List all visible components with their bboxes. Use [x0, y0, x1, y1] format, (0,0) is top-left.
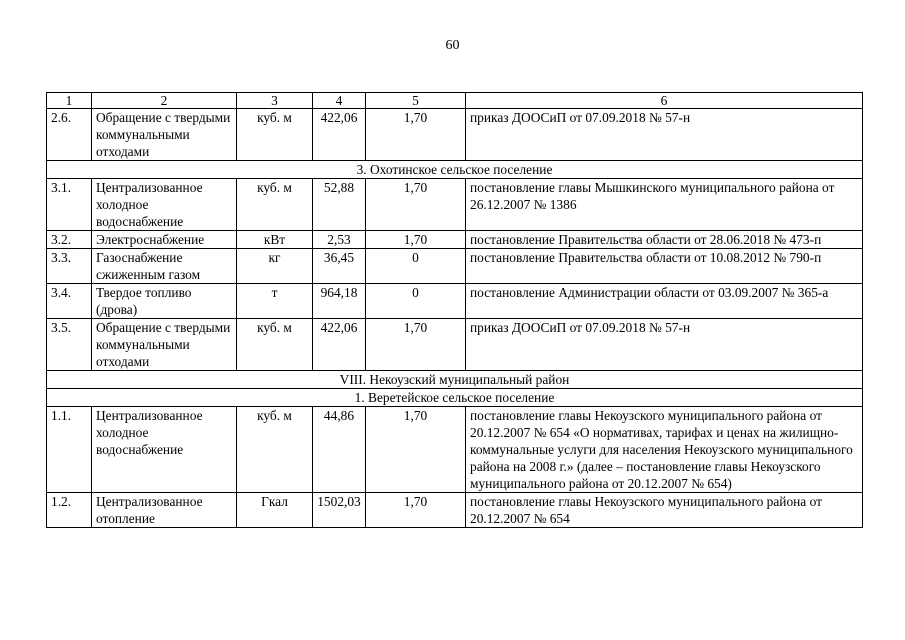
section-heading-row: [47, 161, 863, 179]
column-header: 5: [366, 93, 466, 109]
service-name-cell: Твердое топливо (дрова): [92, 284, 237, 319]
legal-source-cell: постановление Администрации области от 03.09.2007 № 365-а: [466, 284, 863, 319]
row-number-cell: 3.5.: [47, 319, 92, 371]
coefficient-cell: 1,70: [366, 407, 466, 493]
unit-cell: куб. м: [237, 407, 313, 493]
section-heading: 1. Веретейское сельское поселение: [47, 389, 863, 407]
norm-value-cell: 44,86: [313, 407, 366, 493]
norm-value-cell: 422,06: [313, 319, 366, 371]
norm-value-cell: 52,88: [313, 179, 366, 231]
legal-source-cell: приказ ДООСиП от 07.09.2018 № 57-н: [466, 109, 863, 161]
norm-value-cell: 36,45: [313, 249, 366, 284]
column-header: 2: [92, 93, 237, 109]
coefficient-cell: 1,70: [366, 319, 466, 371]
service-name-cell: Электроснабжение: [92, 231, 237, 249]
coefficient-cell: 1,70: [366, 109, 466, 161]
coefficient-cell: 1,70: [366, 231, 466, 249]
legal-source-cell: постановление главы Некоузского муниципального района от 20.12.2007 № 654: [466, 493, 863, 528]
coefficient-cell: 0: [366, 249, 466, 284]
column-header: 6: [466, 93, 863, 109]
coefficient-cell: 1,70: [366, 179, 466, 231]
table-row: [47, 493, 863, 528]
unit-cell: куб. м: [237, 319, 313, 371]
table-row: [47, 109, 863, 161]
column-header: 3: [237, 93, 313, 109]
table-row: [47, 179, 863, 231]
coefficient-cell: 1,70: [366, 493, 466, 528]
table-header-row: [47, 93, 863, 109]
section-heading: 3. Охотинское сельское поселение: [47, 161, 863, 179]
legal-source-cell: приказ ДООСиП от 07.09.2018 № 57-н: [466, 319, 863, 371]
table-row: [47, 319, 863, 371]
section-heading-row: [47, 389, 863, 407]
service-name-cell: Централизованное холодное водоснабжение: [92, 179, 237, 231]
page-number: 60: [445, 38, 460, 53]
legal-source-cell: постановление главы Мышкинского муниципального района от 26.12.2007 № 1386: [466, 179, 863, 231]
row-number-cell: 1.2.: [47, 493, 92, 528]
unit-cell: т: [237, 284, 313, 319]
unit-cell: куб. м: [237, 179, 313, 231]
row-number-cell: 1.1.: [47, 407, 92, 493]
section-heading: VIII. Некоузский муниципальный район: [47, 371, 863, 389]
row-number-cell: 3.4.: [47, 284, 92, 319]
service-name-cell: Централизованное холодное водоснабжение: [92, 407, 237, 493]
table-row: [47, 231, 863, 249]
row-number-cell: 3.2.: [47, 231, 92, 249]
legal-source-cell: постановление главы Некоузского муниципального района от 20.12.2007 № 654 «О нормативах, тарифах и ценах на жилищно-коммунальные услуги для населения Некоузского муниципального района на 2008 г.» (далее – постановление главы Некоузского муниципального района от 20.12.2007 № 654): [466, 407, 863, 493]
legal-source-cell: постановление Правительства области от 10.08.2012 № 790-п: [466, 249, 863, 284]
norm-value-cell: 1502,03: [313, 493, 366, 528]
service-name-cell: Централизованное отопление: [92, 493, 237, 528]
row-number-cell: 3.3.: [47, 249, 92, 284]
norm-value-cell: 422,06: [313, 109, 366, 161]
column-header: 4: [313, 93, 366, 109]
norm-value-cell: 964,18: [313, 284, 366, 319]
row-number-cell: 3.1.: [47, 179, 92, 231]
service-name-cell: Газоснабжение сжиженным газом: [92, 249, 237, 284]
unit-cell: кВт: [237, 231, 313, 249]
unit-cell: кг: [237, 249, 313, 284]
legal-source-cell: постановление Правительства области от 28.06.2018 № 473-п: [466, 231, 863, 249]
table-row: [47, 407, 863, 493]
service-name-cell: Обращение с твердыми коммунальными отходами: [92, 319, 237, 371]
table-row: [47, 249, 863, 284]
section-heading-row: [47, 371, 863, 389]
norm-value-cell: 2,53: [313, 231, 366, 249]
table-row: [47, 284, 863, 319]
unit-cell: Гкал: [237, 493, 313, 528]
service-name-cell: Обращение с твердыми коммунальными отходами: [92, 109, 237, 161]
column-header: 1: [47, 93, 92, 109]
unit-cell: куб. м: [237, 109, 313, 161]
coefficient-cell: 0: [366, 284, 466, 319]
tariff-table: [46, 92, 863, 528]
row-number-cell: 2.6.: [47, 109, 92, 161]
